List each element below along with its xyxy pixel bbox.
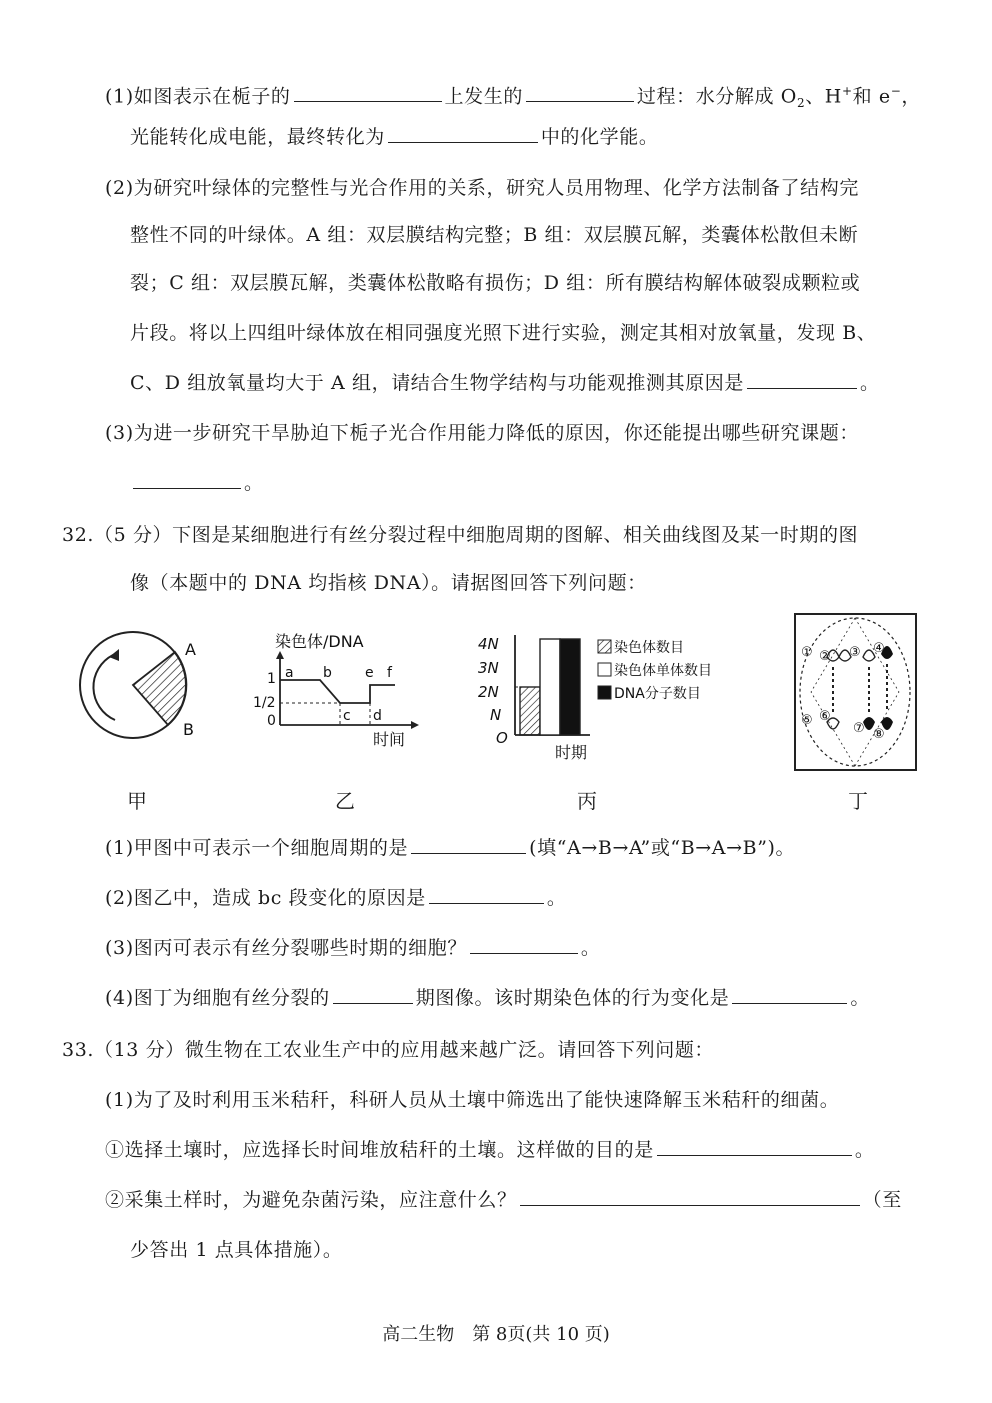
figure-jia-cell-cycle bbox=[75, 625, 215, 745]
ding-frame bbox=[795, 614, 916, 770]
answer-blank[interactable] bbox=[526, 83, 634, 102]
bing-ytick-n: N bbox=[490, 706, 502, 724]
ding-label-2: ② bbox=[819, 649, 831, 664]
q32-sub3: (3)图丙可表示有丝分裂哪些时期的细胞？ 。 bbox=[105, 937, 601, 959]
q32-sub1: (1)甲图中可表示一个细胞周期的是 (填“A→B→A”或“B→A→B”)。 bbox=[105, 837, 796, 859]
q31-p2-line1: (2)为研究叶绿体的完整性与光合作用的关系，研究人员用物理、化学方法制备了结构完 bbox=[105, 177, 859, 199]
bing-ytick-3n: 3N bbox=[478, 659, 499, 677]
legend-chromatid: 染色体单体数目 bbox=[614, 663, 712, 679]
x-arrow-icon bbox=[411, 721, 419, 729]
q31-p2-line3: 裂；C 组：双层膜瓦解，类囊体松散略有损伤；D 组：所有膜结构解体破裂成颗粒或 bbox=[130, 272, 861, 294]
legend-chromosome: 染色体数目 bbox=[614, 640, 684, 656]
legend-dna: DNA分子数目 bbox=[614, 686, 701, 702]
spindle-outline bbox=[800, 618, 910, 766]
yi-ylabel: 染色体/DNA bbox=[275, 632, 364, 651]
direction-arrow bbox=[93, 655, 115, 720]
answer-blank[interactable] bbox=[294, 83, 442, 102]
page-footer: 高二生物 第 8页(共 10 页) bbox=[382, 1324, 610, 1345]
yi-xlabel: 时间 bbox=[373, 730, 406, 749]
label-a: A bbox=[185, 640, 196, 659]
q31-p2-line2: 整性不同的叶绿体。A 组：双层膜结构完整；B 组：双层膜瓦解，类囊体松散但未断 bbox=[130, 224, 859, 246]
q33-s2-cont: 少答出 1 点具体措施）。 bbox=[130, 1239, 343, 1261]
yi-point-b: b bbox=[323, 665, 332, 681]
ding-label-5: ⑤ bbox=[801, 713, 813, 728]
q32-sub4: (4)图丁为细胞有丝分裂的 期图像。该时期染色体的行为变化是 。 bbox=[105, 987, 870, 1009]
caption-ding: 丁 bbox=[848, 789, 868, 813]
answer-blank[interactable] bbox=[657, 1137, 852, 1156]
caption-bing: 丙 bbox=[577, 789, 597, 813]
answer-blank[interactable] bbox=[388, 124, 538, 143]
q31-p3-line1: (3)为进一步研究干旱胁迫下栀子光合作用能力降低的原因，你还能提出哪些研究课题： bbox=[105, 422, 859, 444]
yi-ytick-half: 1/2 bbox=[253, 695, 276, 711]
q32-header-line2: 像（本题中的 DNA 均指核 DNA）。请据图回答下列问题： bbox=[130, 572, 647, 594]
figure-ding-cell-image bbox=[793, 612, 918, 772]
ding-label-1: ① bbox=[801, 645, 813, 660]
yi-ytick-1: 1 bbox=[267, 671, 276, 687]
ding-label-4: ④ bbox=[873, 641, 885, 656]
ding-label-6: ⑥ bbox=[819, 709, 831, 724]
legend-dna-swatch bbox=[598, 686, 611, 699]
answer-blank[interactable] bbox=[747, 370, 857, 389]
figure-yi-line-chart bbox=[245, 625, 435, 750]
yi-point-f: f bbox=[387, 665, 392, 681]
yi-ytick-0: 0 bbox=[267, 713, 276, 729]
bing-bars bbox=[520, 639, 580, 735]
ding-label-8: ⑧ bbox=[873, 727, 885, 742]
ding-label-7: ⑦ bbox=[853, 721, 865, 736]
yi-point-a: a bbox=[285, 665, 294, 681]
figure-bing-bar-chart bbox=[470, 625, 760, 765]
ding-label-3: ③ bbox=[849, 645, 861, 660]
q31-p3-line2: 。 bbox=[130, 470, 264, 496]
bing-bar-3 bbox=[560, 639, 580, 735]
legend-chromatid-swatch bbox=[598, 663, 611, 676]
q33-s2: ②采集土样时，为避免杂菌污染，应注意什么？ （至 bbox=[105, 1189, 902, 1211]
answer-blank[interactable] bbox=[470, 935, 578, 954]
arrow-head-icon bbox=[109, 649, 119, 661]
q31-p2-line5: C、D 组放氧量均大于 A 组，请结合生物学结构与功能观推测其原因是 。 bbox=[130, 372, 880, 394]
q31-p2-line4: 片段。将以上四组叶绿体放在相同强度光照下进行实验，测定其相对放氧量，发现 B、 bbox=[130, 322, 877, 344]
caption-yi: 乙 bbox=[335, 789, 355, 813]
bing-bar-1 bbox=[520, 687, 540, 735]
bing-xlabel: 时期 bbox=[555, 743, 588, 762]
answer-blank[interactable] bbox=[411, 835, 526, 854]
answer-blank[interactable] bbox=[133, 470, 241, 489]
interphase-sector bbox=[133, 652, 186, 725]
yi-ratio-line bbox=[280, 680, 395, 703]
yi-point-e: e bbox=[365, 665, 374, 681]
q32-header-line1: 32.（5 分）下图是某细胞进行有丝分裂过程中细胞周期的图解、相关曲线图及某一时期的图 bbox=[62, 524, 859, 546]
bing-ytick-o: O bbox=[496, 729, 508, 747]
answer-blank[interactable] bbox=[520, 1187, 860, 1206]
q31-p1-line1: (1)如图表示在栀子的 上发生的 过程：水分解成 $O_2$、H+和 e−， bbox=[105, 84, 921, 111]
label-b: B bbox=[183, 720, 194, 739]
answer-blank[interactable] bbox=[732, 985, 847, 1004]
bing-ytick-4n: 4N bbox=[478, 635, 499, 653]
q33-s1: ①选择土壤时，应选择长时间堆放秸秆的土壤。这样做的目的是 。 bbox=[105, 1139, 875, 1161]
yi-point-d: d bbox=[373, 708, 382, 724]
caption-jia: 甲 bbox=[127, 789, 147, 813]
q33-header: 33.（13 分）微生物在工农业生产中的应用越来越广泛。请回答下列问题： bbox=[62, 1039, 715, 1061]
answer-blank[interactable] bbox=[333, 985, 413, 1004]
y-arrow-icon bbox=[276, 651, 284, 659]
bing-ytick-2n: 2N bbox=[478, 683, 499, 701]
q31-p1-line2: 光能转化成电能，最终转化为 中的化学能。 bbox=[130, 126, 659, 148]
q33-p1: (1)为了及时利用玉米秸秆，科研人员从土壤中筛选出了能快速降解玉米秸秆的细菌。 bbox=[105, 1089, 840, 1111]
legend-chromosome-swatch bbox=[598, 640, 611, 653]
answer-blank[interactable] bbox=[429, 885, 544, 904]
q32-sub2: (2)图乙中，造成 bc 段变化的原因是 。 bbox=[105, 887, 567, 909]
bing-bar-2 bbox=[540, 639, 560, 735]
yi-point-c: c bbox=[343, 708, 351, 724]
